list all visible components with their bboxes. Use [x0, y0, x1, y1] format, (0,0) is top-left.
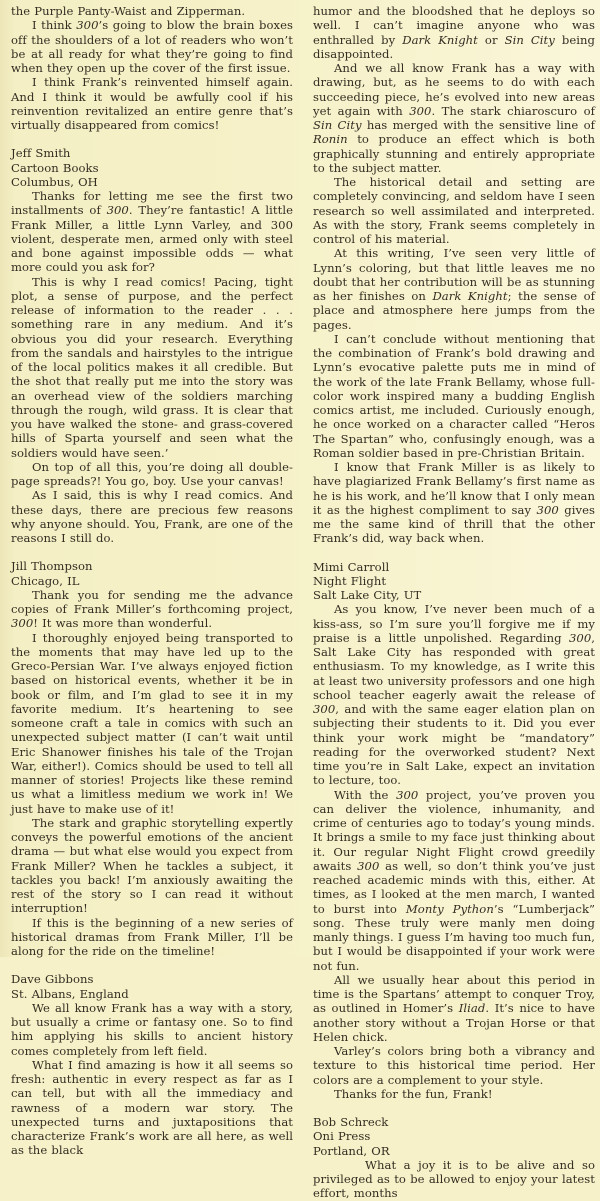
body-text: And we all know Frank has a way with drawing, but, as he seems to do with each succeeding piece, he’s evolved into new areas yet again with — [313, 61, 595, 118]
letter-signature — [11, 972, 293, 1001]
signature-line: Cartoon Books — [11, 160, 99, 175]
body-text: The historical detail and setting are completely convincing, and seldom have I seen research so well assimilated and interpreted. As with the story, Frank seems completely in control of his material. — [313, 175, 595, 246]
body-text: What I find amazing is how it all seems so fresh: authentic in every respect as far as I can tell, but with all the immediacy and rawness of a modern war story. The unexpected turns and juxtapositions that characterize Frank’s work are all here, as well as the black — [11, 1057, 293, 1158]
body-text: At this writing, I’ve seen very little of Lynn’s coloring, but that little leaves me no doubt that her contribution will be as stunning as her finishes on — [313, 246, 595, 303]
body-text: With the — [334, 787, 397, 802]
body-text: If this is the beginning of a new series of historical dramas from Frank Miller, I’ll be along for the ride on the timeline! — [11, 915, 293, 958]
signature-line: Oni Press — [313, 1129, 371, 1144]
paragraph — [313, 788, 595, 973]
italic-title-text: 300 — [396, 787, 419, 802]
signature-line: Chicago, IL — [11, 573, 80, 588]
paragraph — [313, 602, 595, 787]
body-text: Thanks for the fun, Frank! — [334, 1086, 493, 1101]
body-text: I think — [32, 18, 77, 33]
italic-title-text: 300 — [536, 502, 559, 517]
paragraph — [313, 460, 595, 546]
paragraph — [313, 61, 595, 175]
italic-title-text: Sin City — [504, 32, 555, 47]
letter-signature — [11, 559, 293, 588]
body-text: or — [477, 32, 505, 47]
body-text: I know that Frank Miller is as likely to have plagiarized Frank Bellamy’s first name as he is his work, and he’ll know that I only mean it as the highest compliment to say — [313, 460, 595, 517]
paragraph — [313, 1158, 595, 1201]
paragraph — [11, 460, 293, 489]
paragraph — [11, 275, 293, 460]
body-text: the Purple Panty-Waist and Zipperman. — [11, 4, 246, 18]
paragraph — [11, 631, 293, 816]
body-text: The stark and graphic storytelling expertly conveys the powerful emotions of the ancient drama — but what else would you expect from Frank Miller? When he tackles a subject, it tackles you back! I’m anxiously awaiting the rest of the story so I can read it without interruption! — [11, 815, 293, 916]
body-text: gives me the same kind of thrill that the other Frank’s did, way back when. — [313, 502, 595, 546]
paragraph — [11, 588, 293, 631]
italic-title-text: 300 — [106, 203, 129, 218]
letter-signature — [11, 146, 293, 189]
body-text: has merged with the sensitive line of — [361, 118, 595, 132]
paragraph — [11, 1001, 293, 1058]
body-text: On top of all this, you’re doing all double-page spreads?! You go, boy. Use your canvas! — [11, 459, 293, 488]
body-text: All we usually hear about this period in time is the Spartans’ attempt to conquer Troy, as outlined in Homer’s — [313, 972, 595, 1016]
signature-line: Night Flight — [313, 573, 387, 588]
italic-title-text: Monty Python — [405, 901, 494, 916]
paragraph — [11, 189, 293, 275]
signature-line: Mimi Carroll — [313, 559, 390, 574]
body-text: Thank you for sending me the advance copies of Frank Miller’s forthcoming project, — [11, 587, 293, 616]
body-text: Thanks for letting me see the first two installments of — [11, 189, 293, 218]
paragraph — [11, 1058, 293, 1158]
signature-line: Portland, OR — [313, 1143, 390, 1158]
letter-signature — [313, 1115, 595, 1158]
paragraph — [313, 175, 595, 246]
italic-title-text: Iliad — [458, 1001, 486, 1016]
body-text: We all know Frank has a way with a story, but usually a crime or fantasy one. So to find him applying his skills to ancient history comes completely from left field. — [11, 1000, 293, 1058]
body-text: . The stark chiaroscuro of — [431, 103, 595, 118]
body-text: being disappointed. — [313, 32, 596, 61]
body-text: Varley’s colors bring both a vibrancy and texture to this historical time period. Her colors are a complement to your style. — [313, 1044, 595, 1087]
signature-line: Salt Lake City, UT — [313, 588, 422, 602]
body-text: I think Frank’s reinvented himself again. And I think it would be awfully cool if his reinvention revitalized an entire genre that’s virtually disappeared from comics! — [11, 75, 293, 132]
letters-column-left — [11, 4, 293, 1158]
body-text: ; the sense of place and atmosphere here jumps from the pages. — [313, 289, 595, 332]
body-text: As I said, this is why I read comics. And these days, there are precious few reasons why anyone should. You, Frank, are one of the reasons I still do. — [11, 488, 293, 545]
italic-title-text: 300 — [11, 616, 34, 631]
italic-title-text: Ronin — [313, 132, 348, 147]
paragraph — [313, 246, 595, 332]
signature-line: Jeff Smith — [11, 146, 71, 161]
paragraph — [313, 1087, 595, 1101]
italic-title-text: Dark Knight — [432, 289, 508, 303]
italic-title-text: 300 — [568, 630, 592, 645]
italic-title-text: 300 — [76, 18, 99, 33]
body-text: ’s “Lumberjack” song. These truly were manly men doing manly things. I guess I’m having too much fun, but I would be disappointed if your work were not fun. — [313, 901, 595, 973]
body-text: project, you’ve proven you can deliver the violence, inhumanity, and crime of centuries ago to today’s young minds. It brings a smile to my face just thinking about it. Our regular Night Flight crowd greedily awaits — [313, 787, 595, 873]
body-text: ’s going to blow the brain boxes off the shoulders of a lot of readers who won’t be at all ready for what they’re going to find when they open up the cover of the first issue. — [11, 18, 293, 75]
italic-title-text: 300 — [357, 858, 380, 873]
paragraph — [11, 916, 293, 959]
body-text: . It’s nice to have another story without a Trojan Horse or that Helen chick. — [313, 1001, 596, 1044]
body-text: , and with the same eager elation plan on subjecting their students to it. Did you ever think your work might be “mandatory” reading for the overworked student? Next time you’re in Salt Lake, expect an invitation to lecture, too. — [313, 702, 595, 788]
signature-line: Jill Thompson — [11, 559, 93, 574]
paragraph — [313, 4, 595, 61]
italic-title-text: 300 — [409, 103, 432, 118]
body-text: I can’t conclude without mentioning that the combination of Frank’s bold drawing and Lynn’s evocative palette puts me in mind of the work of the late Frank Bellamy, whose full-color work inspired many a budding English comics artist, me included. Curiously enough, he once worked on a character called “Heros The Spartan” who, confusingly enough, was a Roman soldier based in pre-Christian Britain. — [313, 331, 595, 460]
body-text: As you know, I’ve never been much of a kiss-ass, so I’m sure you’ll forgive me if my praise is a little unpolished. Regarding — [313, 602, 595, 645]
paragraph — [11, 4, 293, 18]
body-text: humor and the bloodshed that he deploys so well. I can’t imagine anyone who was enthralled by — [313, 4, 595, 47]
signature-line: Bob Schreck — [313, 1115, 389, 1129]
body-text: as well, so don’t think you’ve just reached academic minds with this, either. At times, as I looked at the men march, I wanted to burst into — [313, 858, 595, 916]
paragraph — [313, 973, 595, 1044]
signature-line: St. Albans, England — [11, 986, 129, 1001]
body-text: . They’re fantastic! A little Frank Miller, a little Lynn Varley, and 300 violent, desperate men, armed only with steel and bone against impossible odds — what more could you ask for? — [11, 203, 293, 275]
body-text: , Salt Lake City has responded with great enthusiasm. To my knowledge, as I write this at least two university professors and one high school teacher eagerly await the release of — [313, 630, 595, 702]
paragraph — [11, 75, 293, 132]
body-text: This is why I read comics! Pacing, tight plot, a sense of purpose, and the perfect release of information to the reader . . . something rare in any medium. And it’s obvious you did your research. Everything from the sandals and hairstyles to the intrigue of the local politics makes it all credible. But the shot that really put me into the story was an overhead view of the soldiers marching through the rough, wild grass. It is clear that you have walked the stone- and grass-covered hills of Sparta yourself and seen what the soldiers would have seen.’ — [11, 274, 293, 460]
paragraph — [11, 488, 293, 545]
letters-column-right — [313, 4, 596, 1201]
italic-title-text: 300 — [313, 702, 336, 716]
paragraph — [313, 332, 595, 460]
italic-title-text: Dark Knight — [402, 32, 478, 47]
body-text: ! It was more than wonderful. — [33, 616, 213, 631]
signature-line: Columbus, OH — [11, 174, 98, 189]
letter-signature — [313, 560, 595, 603]
paragraph — [11, 18, 293, 75]
signature-line: Dave Gibbons — [11, 972, 94, 987]
body-text: I thoroughly enjoyed being transported to the moments that may have led up to the Greco-Persian War. I’ve always enjoyed fiction based on historical events, whether it be in book or film, and I’m glad to see it in my favorite medium. It’s heartening to see someone craft a tale in comics with such an unexpected subject matter (I can’t wait until Eric Shanower finishes his tale of the Trojan War, either!). Comics should be used to tell all manner of stories! Projects like these remind us what a limitless medium we work in! We just have to make use of it! — [11, 630, 293, 816]
paragraph — [11, 816, 293, 916]
italic-title-text: Sin City — [313, 118, 362, 132]
paragraph — [313, 1044, 595, 1087]
body-text: to produce an effect which is both graphically stunning and entirely appropriate to the subject matter. — [313, 132, 595, 175]
body-text: What a joy it is to be alive and so privileged as to be allowed to enjoy your latest effort, months — [313, 1157, 595, 1201]
